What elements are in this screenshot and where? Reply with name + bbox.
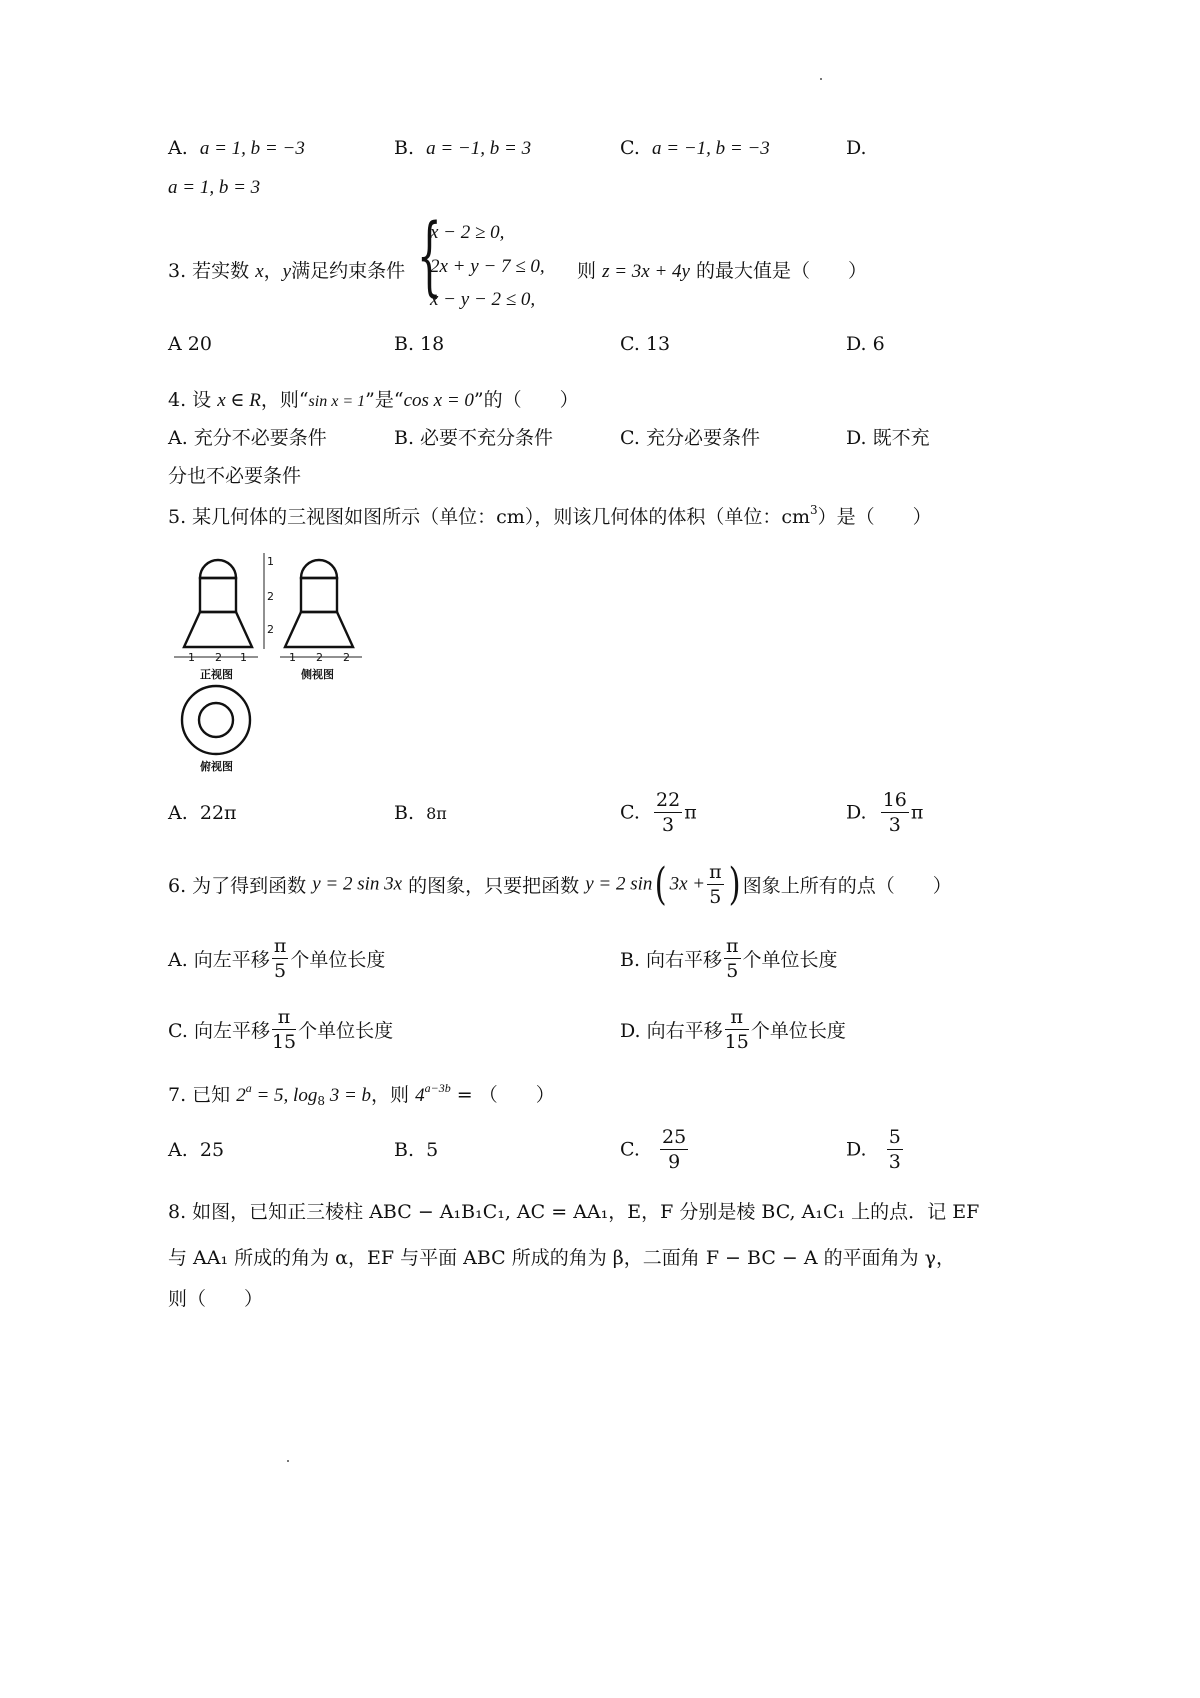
q7-option-a: A. 25 <box>168 1139 225 1161</box>
q8-line-2: 与 AA₁ 所成的角为 α，EF 与平面 ABC 所成的角为 β，二面角 F − BC − A 的平面角为 γ， <box>168 1247 956 1269</box>
front-view-frustum <box>184 612 252 647</box>
dim-side-2: 2 <box>316 651 323 664</box>
front-view-dome <box>200 560 236 578</box>
q3-constraint-1: x − 2 ≥ 0, <box>430 222 505 243</box>
q2-option-d-text: a = 1, b = 3 <box>168 177 261 198</box>
q8-line-3: 则（ ） <box>168 1288 264 1310</box>
dim-vertical-3: 2 <box>267 623 274 636</box>
top-view-inner-circle <box>199 703 233 737</box>
dim-vertical-2: 2 <box>267 590 274 603</box>
top-view-outer-circle <box>182 686 250 754</box>
top-view-label: 俯视图 <box>200 760 233 773</box>
q6-option-a: A. 向左平移 $\frac{\pi}{5}$ 个单位长度 <box>168 935 386 982</box>
q6-option-d: D. 向右平移 $\frac{\pi}{15}$ 个单位长度 <box>620 1006 846 1053</box>
q7-option-b: B. 5 <box>394 1139 439 1161</box>
q4-option-b: B. 必要不充分条件 <box>394 427 554 449</box>
front-view-label: 正视图 <box>200 668 233 681</box>
q5-option-d: D. $\frac{16}{3}$ π <box>846 789 924 836</box>
side-view-cylinder <box>301 578 337 612</box>
q3-stem-suffix: 则 z = 3x + 4y 的最大值是（ ） <box>577 260 868 282</box>
q5-option-a: A. 22π <box>168 802 237 824</box>
scan-speck <box>287 1460 289 1462</box>
side-view-label: 侧视图 <box>301 668 334 681</box>
dim-front-3: 1 <box>240 651 247 664</box>
q8-line-1: 8. 如图，已知正三棱柱 ABC − A₁B₁C₁, AC = AA₁，E，F 分别是棱 BC, A₁C₁ 上的点．记 EF <box>168 1201 980 1223</box>
dim-side-3: 2 <box>343 651 350 664</box>
q2-option-c: C. a = −1, b = −3 <box>620 137 770 159</box>
dim-front-2: 2 <box>215 651 222 664</box>
q7-option-c: C. $\frac{25}{9}$ <box>620 1126 687 1173</box>
side-view-dome <box>301 560 337 578</box>
q2-option-b: B. a = −1, b = 3 <box>394 137 532 159</box>
q6-option-b: B. 向右平移 $\frac{\pi}{5}$ 个单位长度 <box>620 935 838 982</box>
dim-front-1: 1 <box>188 651 195 664</box>
q5-option-b: B. 8π <box>394 802 447 824</box>
scan-speck <box>820 78 822 80</box>
q3-stem-prefix: 3. 若实数 x，y满足约束条件 <box>168 260 406 282</box>
q5-option-c: C. $\frac{22}{3}$ π <box>620 789 697 836</box>
q4-option-d: D. 既不充 <box>846 427 930 449</box>
q4-option-c: C. 充分必要条件 <box>620 427 760 449</box>
q3-brace: { <box>417 206 442 306</box>
side-view-frustum <box>285 612 353 647</box>
q7-stem: 7. 已知 $2^a = 5$, $\log_8 3 = b$，则 $4^{a-3b}$ = （ ） <box>168 1081 555 1108</box>
dim-side-1: 1 <box>289 651 296 664</box>
front-view-cylinder <box>200 578 236 612</box>
q4-option-a: A. 充分不必要条件 <box>168 427 327 449</box>
q3-constraint-3: x − y − 2 ≤ 0, <box>430 289 536 310</box>
q2-option-a: A. a = 1, b = −3 <box>168 137 305 159</box>
q3-option-d: D. 6 <box>846 333 885 355</box>
q3-option-b: B. 18 <box>394 333 445 355</box>
q7-option-d: D. $\frac{5}{3}$ <box>846 1126 901 1173</box>
q4-option-d-cont: 分也不必要条件 <box>168 465 302 487</box>
q6-stem: 6. 为了得到函数 y = 2 sin 3x 的图象，只要把函数 y = 2 sin( 3x + $\frac{\pi}{5}$ ) 图象上所有的点（ ） <box>168 858 952 910</box>
q3-option-c: C. 13 <box>620 333 671 355</box>
q6-option-c: C. 向左平移 $\frac{\pi}{15}$ 个单位长度 <box>168 1006 394 1053</box>
q4-stem: 4. 设 x ∈ R，则“sin x = 1”是“cos x = 0”的（ ） <box>168 389 579 411</box>
q2-option-d-label: D. <box>846 137 867 159</box>
dim-vertical-1: 1 <box>267 555 274 568</box>
q3-constraint-2: 2x + y − 7 ≤ 0, <box>430 256 545 277</box>
q3-option-a: A 20 <box>168 333 212 355</box>
q5-stem: 5. 某几何体的三视图如图所示（单位：cm），则该几何体的体积（单位：$cm^3$）是（ ） <box>168 503 932 528</box>
three-view-figure <box>168 545 368 775</box>
